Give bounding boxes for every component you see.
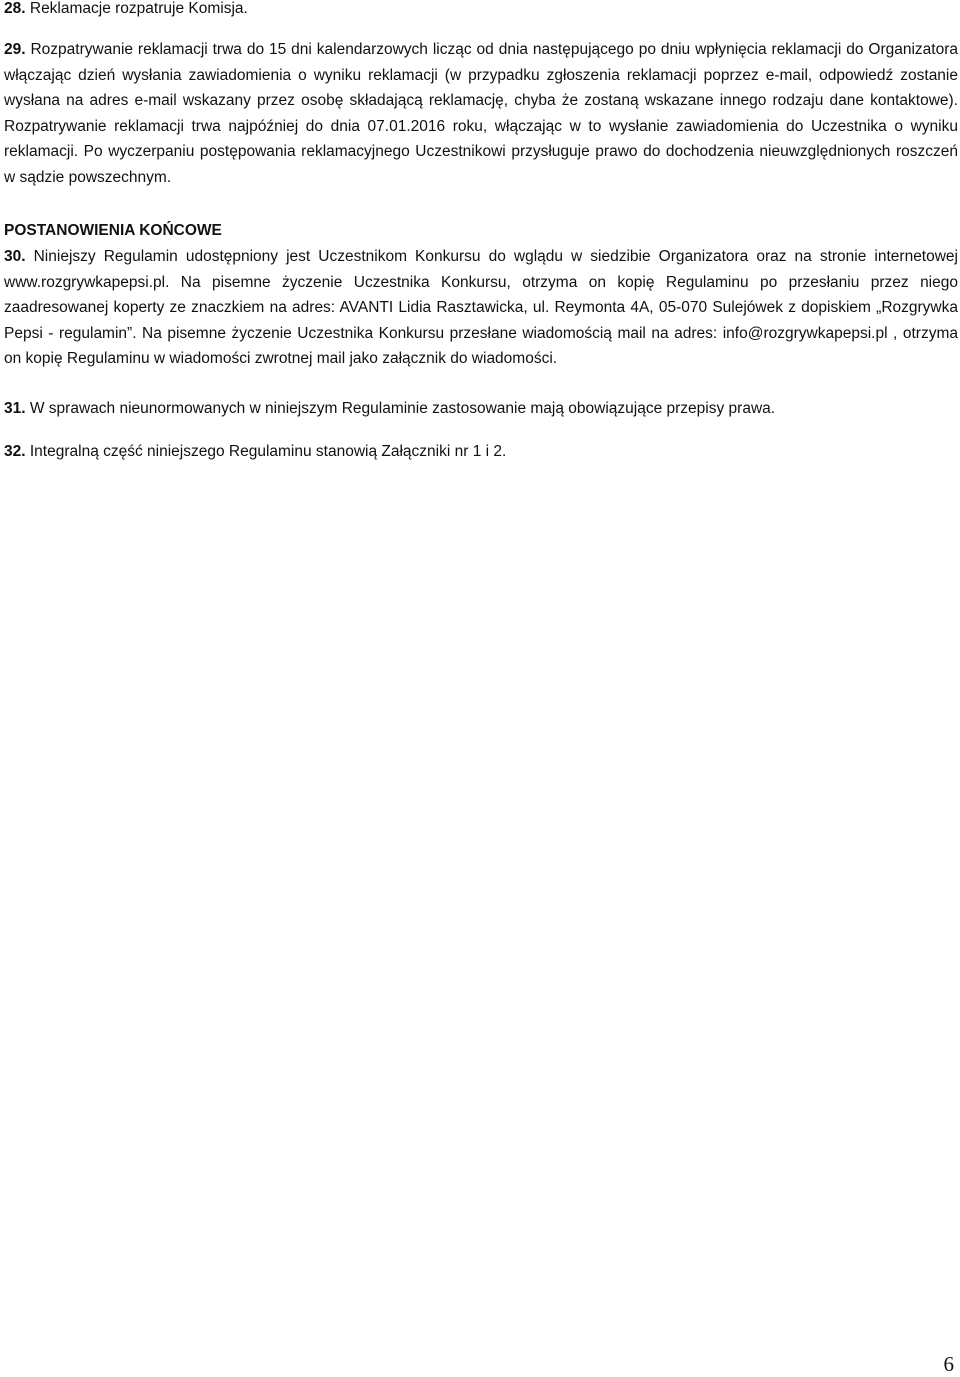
paragraph-number: 29.: [4, 41, 26, 58]
section-heading: POSTANOWIENIA KOŃCOWE: [4, 222, 222, 239]
page-number: 6: [943, 1352, 954, 1376]
paragraph-32: [4, 439, 958, 465]
paragraph-text: Niniejszy Regulamin udostępniony jest Uczestnikom Konkursu do wglądu w siedzibie Organizatora oraz na stronie internetowej www.rozgrywkapepsi.pl. Na pisemne życzenie Uczestnika Konkursu, otrzyma on kopię Regulaminu po przesłaniu przez niego zaadresowanej koperty ze znaczkiem na adres: AVANTI Lidia Rasztawicka, ul. Reymonta 4A, 05-070 Sulejówek z dopiskiem „Rozgrywka Pepsi - regulamin”. Na pisemne życzenie Uczestnika Konkursu przesłane wiadomością mail na adres: info@rozgrywkapepsi.pl , otrzyma on kopię Regulaminu w wiadomości zwrotnej mail jako załącznik do wiadomości.: [4, 248, 958, 367]
paragraph-31: [4, 396, 958, 422]
paragraph-number: 28.: [4, 0, 26, 17]
paragraph-text: Reklamacje rozpatruje Komisja.: [25, 0, 248, 17]
paragraph-number: 32.: [4, 443, 26, 460]
paragraph-29: [4, 37, 958, 190]
paragraph-text: W sprawach nieunormowanych w niniejszym Regulaminie zastosowanie mają obowiązujące przepisy prawa.: [25, 400, 776, 417]
paragraph-number: 30.: [4, 248, 26, 265]
paragraph-text: Rozpatrywanie reklamacji trwa do 15 dni kalendarzowych licząc od dnia następującego po dniu wpłynięcia reklamacji do Organizatora włączając dzień wysłania zawiadomienia o wyniku reklamacji (w przypadku zgłoszenia reklamacji poprzez e-mail, odpowiedź zostanie wysłana na adres e-mail wskazany przez osobę składającą reklamację, chyba że zostaną wskazane innego rodzaju dane kontaktowe). Rozpatrywanie reklamacji trwa najpóźniej do dnia 07.01.2016 roku, włączając w to wysłanie zawiadomienia do Uczestnika o wyniku reklamacji. Po wyczerpaniu postępowania reklamacyjnego Uczestnikowi przysługuje prawo do dochodzenia nieuwzględnionych roszczeń w sądzie powszechnym.: [4, 41, 958, 186]
document-page: [4, 0, 958, 1377]
paragraph-number: 31.: [4, 400, 26, 417]
paragraph-text: Integralną część niniejszego Regulaminu stanowią Załączniki nr 1 i 2.: [25, 443, 507, 460]
paragraph-30: [4, 244, 958, 372]
paragraph-28: [4, 0, 958, 22]
